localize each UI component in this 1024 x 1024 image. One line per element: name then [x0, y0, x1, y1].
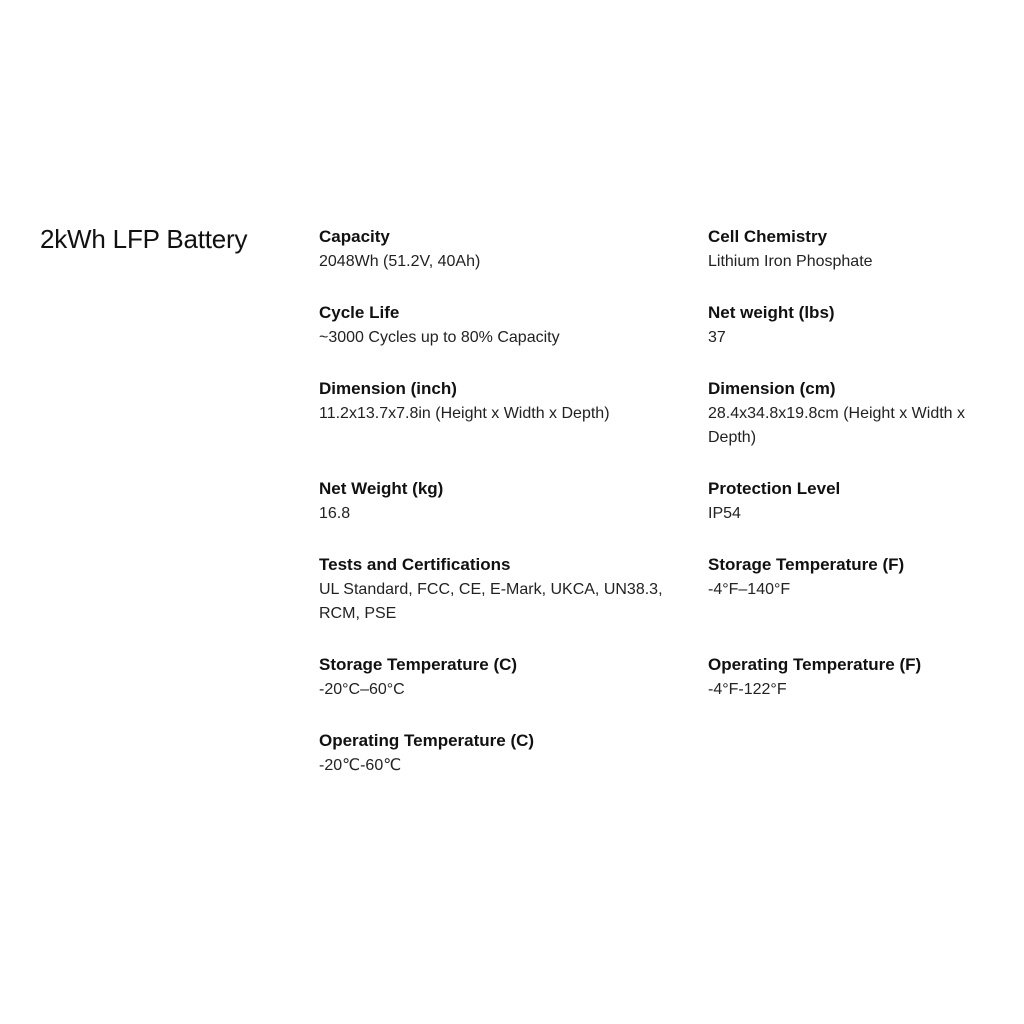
spec-dimension-inch: [319, 377, 649, 426]
spec-capacity: [319, 225, 619, 274]
spec-label: Dimension (inch): [319, 379, 457, 398]
spec-tests-certifications: [319, 553, 664, 626]
spec-label: Dimension (cm): [708, 379, 836, 398]
spec-value: UL Standard, FCC, CE, E-Mark, UKCA, UN38.3, RCM, PSE: [319, 581, 663, 622]
spec-label: Net Weight (kg): [319, 479, 444, 498]
spec-cell-chemistry: [708, 225, 1008, 274]
spec-protection-level: [708, 477, 1008, 526]
spec-value: IP54: [708, 505, 741, 522]
product-title: 2kWh LFP Battery: [40, 224, 248, 254]
spec-value: -4°F–140°F: [708, 581, 791, 598]
spec-value: -20°C–60°C: [319, 681, 405, 698]
spec-operating-temp-c: [319, 729, 619, 778]
spec-label: Protection Level: [708, 479, 841, 498]
spec-cycle-life: [319, 301, 619, 350]
spec-label: Net weight (lbs): [708, 303, 835, 322]
spec-storage-temp-c: [319, 653, 619, 702]
spec-value: 16.8: [319, 505, 351, 522]
spec-value: -4°F-122°F: [708, 681, 787, 698]
spec-label: Storage Temperature (F): [708, 555, 905, 574]
spec-net-weight-kg: [319, 477, 619, 526]
spec-label: Operating Temperature (F): [708, 655, 922, 674]
spec-storage-temp-f: [708, 553, 1008, 602]
spec-label: Cell Chemistry: [708, 227, 828, 246]
spec-label: Tests and Certifications: [319, 555, 511, 574]
spec-value: -20℃-60℃: [319, 757, 402, 774]
spec-dimension-cm: [708, 377, 993, 450]
spec-value: 2048Wh (51.2V, 40Ah): [319, 253, 481, 270]
spec-label: Cycle Life: [319, 303, 400, 322]
spec-label: Capacity: [319, 227, 390, 246]
spec-value: 28.4x34.8x19.8cm (Height x Width x Depth): [708, 405, 966, 446]
spec-net-weight-lbs: [708, 301, 1008, 350]
spec-operating-temp-f: [708, 653, 1008, 702]
spec-value: 11.2x13.7x7.8in (Height x Width x Depth): [319, 405, 610, 422]
spec-value: 37: [708, 329, 726, 346]
spec-label: Storage Temperature (C): [319, 655, 518, 674]
spec-label: Operating Temperature (C): [319, 731, 535, 750]
spec-value: ~3000 Cycles up to 80% Capacity: [319, 329, 560, 346]
spec-value: Lithium Iron Phosphate: [708, 253, 873, 270]
